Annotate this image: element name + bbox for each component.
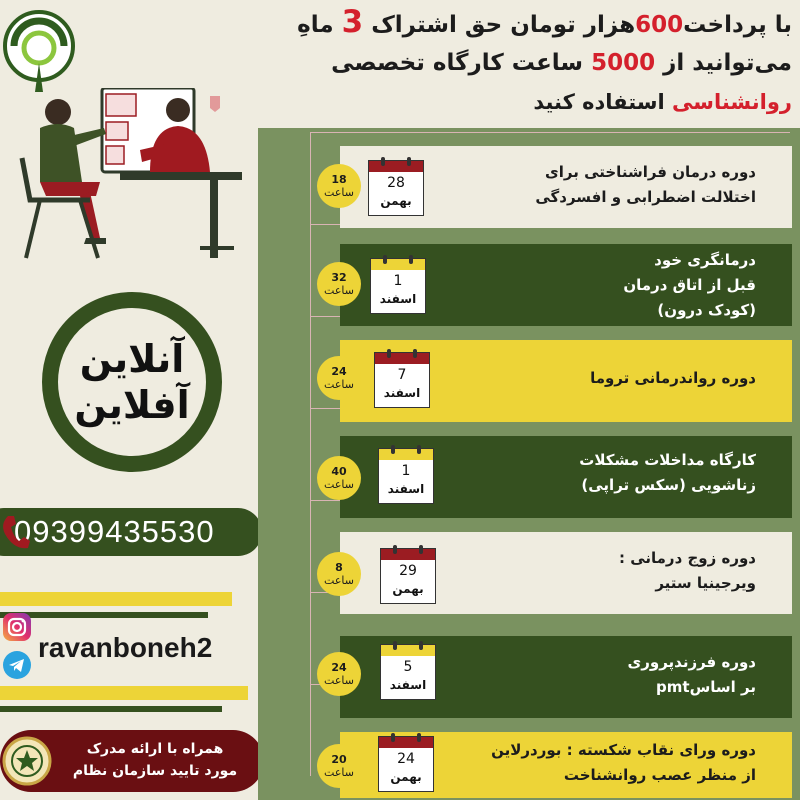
calendar-icon xyxy=(380,548,436,604)
course-month: اسفند xyxy=(383,386,421,400)
course-month: بهمن xyxy=(380,194,412,208)
course-day: 29 xyxy=(399,563,417,579)
timeline-connector xyxy=(310,132,790,133)
course-day: 24 xyxy=(397,751,415,767)
course-title: کارگاه مداخلات مشکلات زناشویی (سکس تراپی) xyxy=(579,451,756,494)
course-month: اسفند xyxy=(379,292,417,306)
offline-label: آفلاین xyxy=(74,383,190,427)
course-month: اسفند xyxy=(389,678,427,692)
hours-badge: 40 ساعت xyxy=(317,456,361,500)
course-day: 1 xyxy=(393,273,403,289)
timeline-connector xyxy=(310,408,311,500)
course-title: درمانگری خود قبل از اتاق درمان (کودک درون) xyxy=(623,251,756,319)
certificate-text xyxy=(52,738,258,782)
divider-bar xyxy=(0,686,248,700)
online-label: آنلاین xyxy=(79,337,185,381)
course-title: دوره فرزندپروری بر اساسpmt xyxy=(627,653,756,696)
hours-badge: 20 ساعت xyxy=(317,744,361,788)
course-title: دوره درمان فراشناختی برای اختلالت اضطرابی و افسردگی xyxy=(535,163,756,206)
therapy-illustration xyxy=(0,88,250,263)
calendar-icon xyxy=(378,448,434,504)
course-title: دوره ورای نقاب شکسته : بوردرلاین از منظر عصب روانشناخت xyxy=(491,741,756,784)
divider-bar xyxy=(0,706,222,712)
timeline-connector xyxy=(310,500,311,592)
offer-header xyxy=(258,0,800,128)
hours-badge: 24 ساعت xyxy=(317,652,361,696)
calendar-icon xyxy=(380,644,436,700)
course-day: 28 xyxy=(387,175,405,191)
timeline-connector xyxy=(310,684,311,776)
seal-icon xyxy=(2,736,52,786)
calendar-icon xyxy=(370,258,426,314)
timeline-connector xyxy=(310,224,311,316)
calendar-icon xyxy=(378,736,434,792)
offer-line-1: با پرداخت600هزار تومان حق اشتراک 3 ماهِ xyxy=(297,4,792,40)
certificate-line: همراه با ارائه مدرک xyxy=(86,741,224,757)
timeline-connector xyxy=(310,316,311,408)
hours-badge: 24 ساعت xyxy=(317,356,361,400)
timeline-connector xyxy=(310,132,311,224)
instagram-icon[interactable] xyxy=(2,612,32,642)
course-title: دوره رواندرمانی تروما xyxy=(590,369,756,387)
offer-line-3: روانشناسی استفاده کنید xyxy=(533,90,792,114)
calendar-icon xyxy=(374,352,430,408)
course-day: 7 xyxy=(397,367,407,383)
timeline-connector xyxy=(310,592,311,684)
social-handle[interactable]: ravanboneh2 xyxy=(38,632,213,663)
telegram-icon[interactable] xyxy=(2,650,32,680)
course-month: بهمن xyxy=(390,770,422,784)
course-month: بهمن xyxy=(392,582,424,596)
course-day: 1 xyxy=(401,463,411,479)
course-day: 5 xyxy=(403,659,413,675)
course-month: اسفند xyxy=(387,482,425,496)
hours-badge: 8 ساعت xyxy=(317,552,361,596)
hours-badge: 18 ساعت xyxy=(317,164,361,208)
certificate-line: مورد تایید سازمان نظام xyxy=(72,763,238,779)
divider-bar xyxy=(0,592,232,606)
offer-line-2: می‌توانید از 5000 ساعت کارگاه تخصصی xyxy=(331,50,792,76)
phone-number: 09399435530 xyxy=(14,514,215,549)
course-title: دوره زوج درمانی : ویرجینیا ستیر xyxy=(618,549,756,592)
phone-number-pill[interactable] xyxy=(0,508,262,556)
phone-icon xyxy=(0,514,30,550)
hours-badge: 32 ساعت xyxy=(317,262,361,306)
online-offline-badge xyxy=(42,292,222,472)
brand-logo-icon xyxy=(2,8,76,98)
calendar-icon xyxy=(368,160,424,216)
